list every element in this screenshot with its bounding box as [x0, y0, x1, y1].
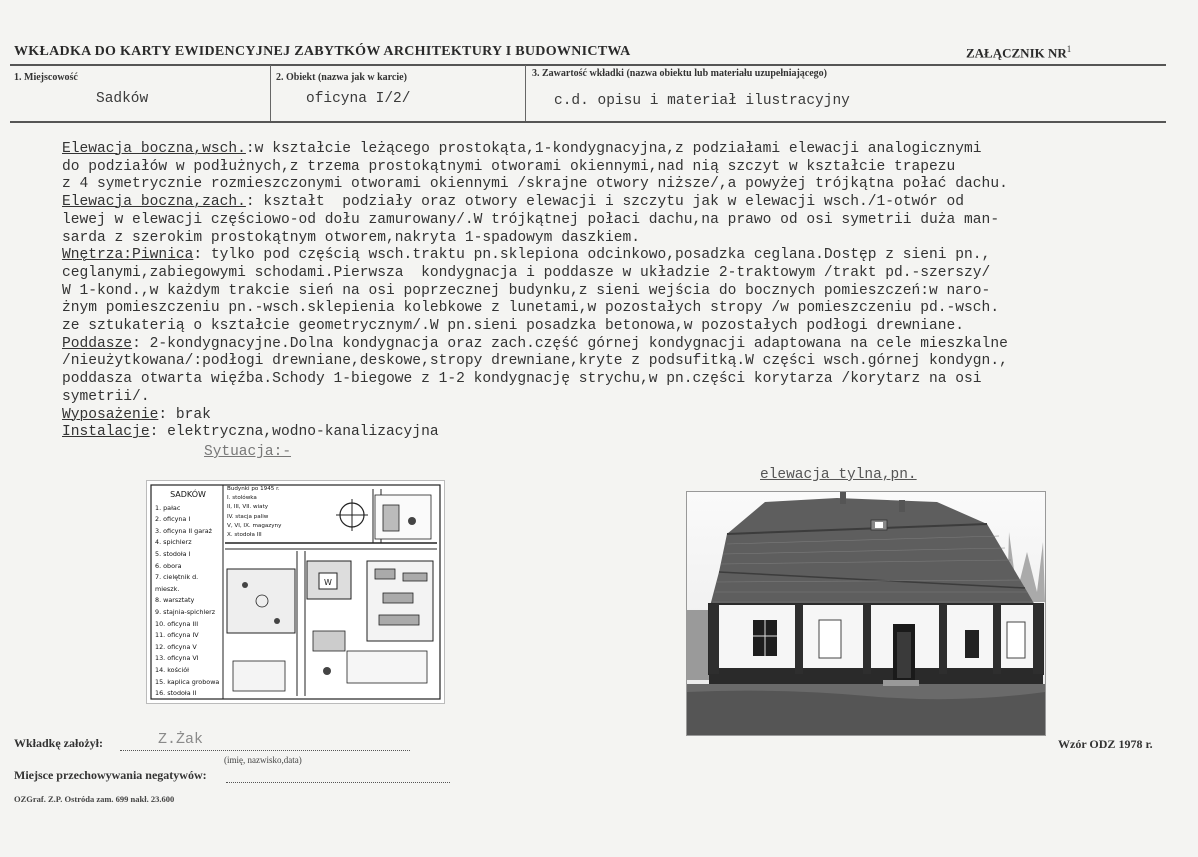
section-heading: Elewacja boczna,zach. [62, 194, 246, 211]
map-legend-item: 3. oficyna II garaż [155, 526, 213, 535]
description-line-text: poddasza otwarta więźba.Schody 1-biegowe z 1-2 kondygnację strychu,w pn.części korytarza /korytarz na osi [62, 371, 982, 388]
description-line [62, 353, 1192, 371]
object-caption: 2. Obiekt (nazwa jak w karcie) [276, 72, 407, 83]
description-line-text: sarda z szerokim prostokątnym otworem,nakryta 1-spadowym daszkiem. [62, 229, 641, 246]
description-line [62, 230, 1192, 248]
description-line [62, 407, 1192, 425]
map-legend-2-title: Budynki po 1945 r. [227, 486, 280, 492]
map-legend-item: 15. kaplica grobowa [155, 677, 220, 686]
map-legend-item: 10. oficyna III [155, 619, 199, 628]
map-legend-item: 5. stodoła I [155, 549, 191, 558]
map-legend-item: 6. obora [155, 561, 182, 570]
description-line-text: z 4 symetrycznie rozmieszczonymi otworami okiennymi /skrajne otwory niższe/,a powyżej trójkątna połać dachu. [62, 176, 1008, 193]
section-heading: Instalacje [62, 424, 150, 441]
description-line [62, 212, 1192, 230]
map-legend-2-item: V, VI, IX. magazyny [227, 522, 282, 529]
attachment-number: 1 [1066, 44, 1072, 54]
map-legend [155, 489, 221, 700]
object-value: oficyna I/2/ [306, 91, 411, 107]
map-legend-2-item: X. stodoła III [227, 532, 262, 539]
description-line-text: : brak [158, 406, 211, 423]
map-title: SADKÓW [170, 490, 206, 499]
description-line [62, 176, 1192, 194]
description-line [62, 318, 1192, 336]
description-line [62, 424, 1192, 442]
description-line [62, 159, 1192, 177]
section-heading: Wnętrza:Piwnica [62, 247, 194, 264]
map-legend-item: 1. pałac [155, 503, 181, 512]
map-legend-item: 7. cielętnik d. mieszk. [155, 573, 199, 593]
description-line [62, 336, 1192, 354]
map-legend-2-item: IV. stacja paliw [227, 513, 269, 520]
description-line [62, 371, 1192, 389]
building-photo [686, 491, 1046, 736]
author-caption: Wkładkę założył: [14, 736, 103, 750]
description-line [62, 194, 1192, 212]
map-legend-2 [227, 485, 307, 540]
author-value: Z.Żak [158, 731, 204, 748]
description-line-text: : 2-kondygnacyjne.Dolna kondygnacja oraz zach.część górnej kondygnacji adaptowana na cele mieszkalne [132, 335, 1008, 352]
map-legend-item: 2. oficyna I [155, 515, 191, 524]
content-caption: 3. Zawartość wkładki (nazwa obiektu lub materiału uzupełniającego) [532, 68, 828, 79]
form-title: WKŁADKA DO KARTY EWIDENCYJNEJ ZABYTKÓW ARCHITEKTURY I BUDOWNICTWA [14, 44, 631, 59]
map-legend-item: 8. warsztaty [155, 596, 195, 605]
svg-text:W: W [324, 578, 332, 587]
place-value: Sadków [96, 91, 149, 107]
description-line-text: : tylko pod częścią wsch.traktu pn.sklepiona odcinkowo,posadzka ceglana.Dostęp z sieni pn., [193, 247, 991, 264]
field-divider-1 [270, 65, 271, 121]
storage-caption: Miejsce przechowywania negatywów: [14, 768, 207, 782]
content-value: c.d. opisu i materiał ilustracyjny [554, 93, 850, 109]
map-legend-2-list [227, 494, 307, 540]
map-legend-list [155, 503, 221, 700]
printer-info: OZGraf. Z.P. Ostróda zam. 699 nakł. 23.600 [14, 794, 175, 804]
situation-label: Sytuacja:- [204, 444, 292, 460]
site-map [146, 480, 445, 704]
description-line [62, 283, 1192, 301]
building-photo-drawing [687, 492, 1045, 735]
author-subcaption: (imię, nazwisko,data) [224, 755, 302, 765]
place-caption: 1. Miejscowość [14, 72, 78, 83]
map-legend-item: 9. stajnia-spichlerz [155, 607, 216, 616]
attachment-label-text: ZAŁĄCZNIK NR [966, 45, 1067, 61]
map-legend-item: 16. stodoła II [155, 689, 197, 698]
description-line [62, 300, 1192, 318]
description-line-text: lewej w elewacji częściowo-od dołu zamurowany/.W trójkątnej połaci dachu,na prawo od osi symetrii duża man- [62, 211, 1000, 228]
description-line [62, 247, 1192, 265]
description-line [62, 389, 1192, 407]
map-legend-item: 4. spichlerz [155, 538, 192, 547]
attachment-label [966, 44, 1071, 61]
template-label: Wzór ODZ 1978 r. [1058, 737, 1153, 751]
description-line-text: : kształt podziały oraz otwory elewacji i szczytu jak w elewacji wsch./1-otwór od [245, 194, 965, 211]
description-line-text: żnym pomieszczeniu pn.-wsch.sklepienia kolebkowe z lunetami,w pozostałych stropy /w pomieszczeniu pd.-wsch. [62, 300, 1000, 317]
description-line [62, 265, 1192, 283]
map-legend-item: 14. kościół [155, 665, 189, 674]
section-heading: Poddasze [62, 335, 133, 352]
map-legend-item: 13. oficyna VI [155, 654, 199, 663]
map-legend-item: 11. oficyna IV [155, 631, 199, 640]
map-legend-2-item: I. stolówka [227, 495, 257, 502]
description-line-text: ze sztukaterią o kształcie geometrycznym/.W pn.sieni posadzka betonowa,w pozostałych podłogi drewniane. [62, 318, 965, 335]
description-line-text: ceglanymi,zabiegowymi schodami.Pierwsza kondygnacja i poddasze w układzie 2-traktowym /trakt pd.-szerszy/ [62, 264, 991, 281]
header-rule-bottom [10, 121, 1166, 123]
elevation-label: elewacja tylna,pn. [760, 467, 917, 483]
description-line-text: /nieużytkowana/:podłogi drewniane,deskowe,stropy drewniane,kryte z podsufitką.W części wsch.górnej kondygn., [62, 353, 1008, 370]
description-line-text: :w kształcie leżącego prostokąta,1-kondygnacyjna,z podziałami elewacji analogicznymi [245, 141, 982, 157]
description-line-text: symetrii/. [62, 388, 150, 405]
description-line [62, 141, 1192, 159]
map-legend-2-item: II, III, VII. wiaty [227, 504, 269, 511]
field-divider-2 [525, 65, 526, 121]
description-line-text: W 1-kond.,w każdym trakcie sień na osi poprzecznej budynku,z sieni wejścia do bocznych pomieszczeń:w naro- [62, 282, 991, 299]
author-line [120, 750, 410, 751]
header-rule-top [10, 64, 1166, 66]
section-heading: Wyposażenie [62, 406, 159, 423]
description-line-text: : elektryczna,wodno-kanalizacyjna [149, 424, 439, 441]
storage-line [226, 782, 450, 783]
description-text [62, 141, 1192, 442]
map-legend-item: 12. oficyna V [155, 642, 197, 651]
description-line-text: do podziałów w podłużnych,z trzema prostokątnymi otworami okiennymi,nad nią szczyt w kształcie trapezu [62, 158, 956, 175]
section-heading: Elewacja boczna,wsch. [62, 141, 246, 157]
